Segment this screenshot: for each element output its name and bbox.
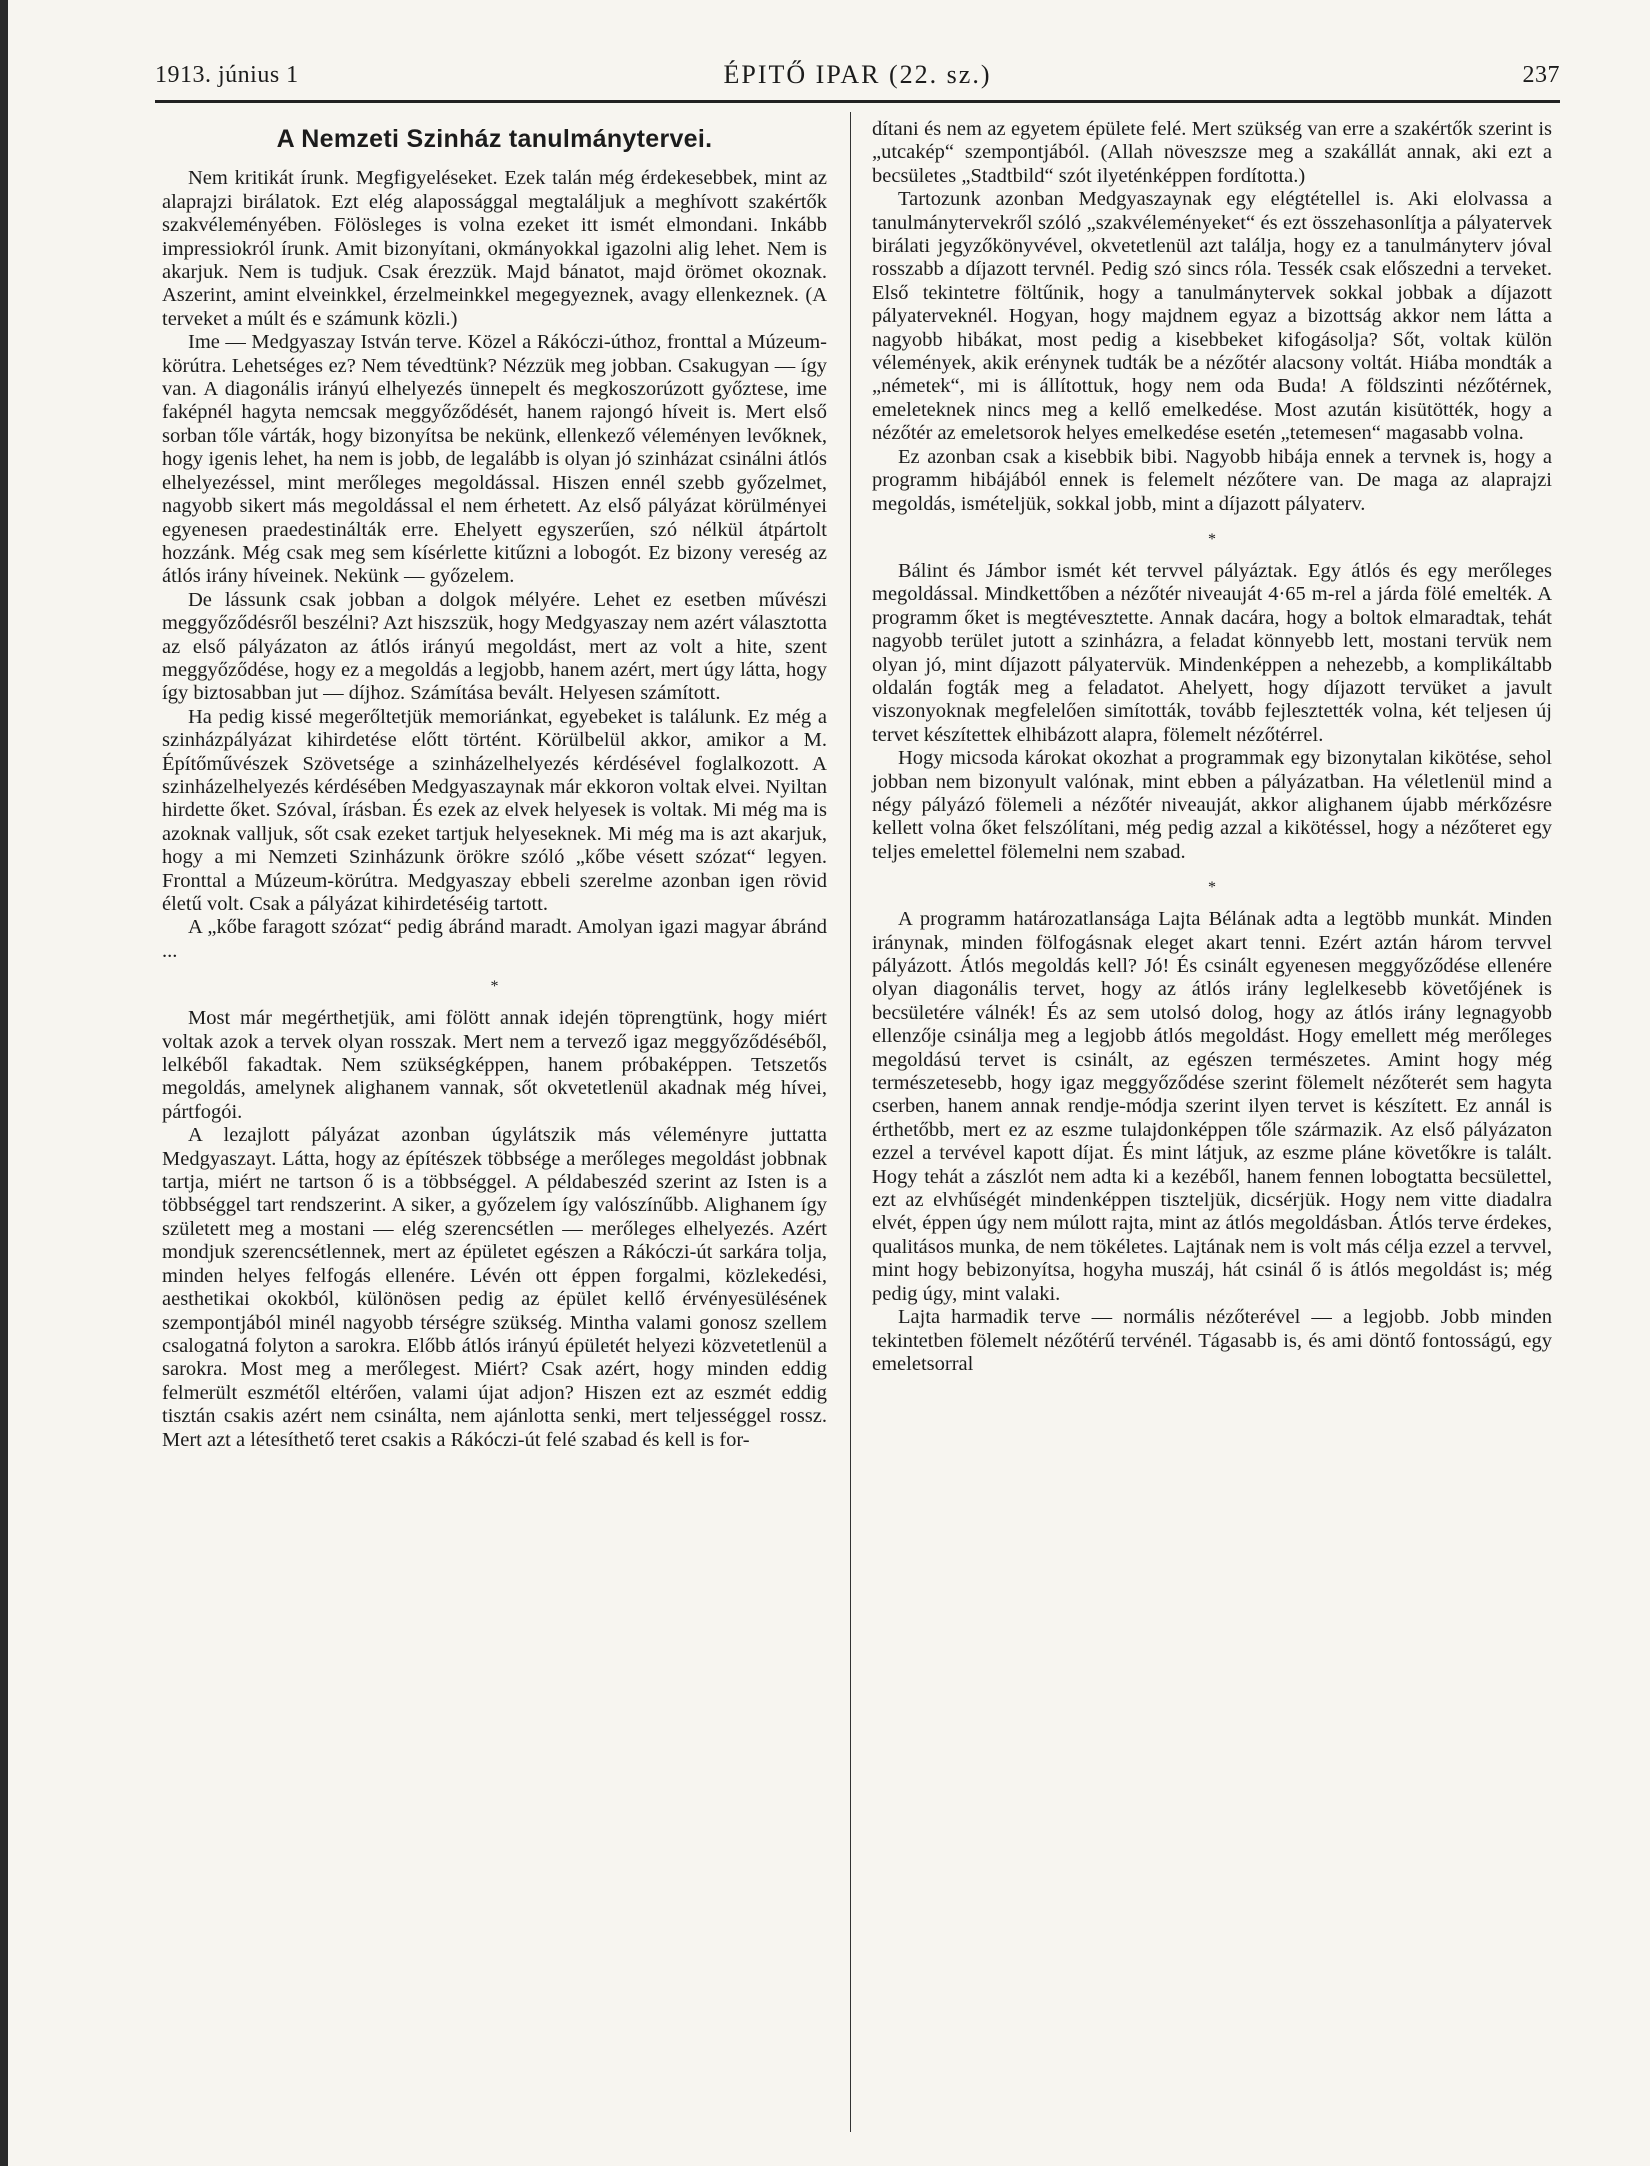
paragraph: Nem kritikát írunk. Megfigyeléseket. Ezek talán még érdekesebbek, mint az alaprajzi birálatok. Ezt elég alapossággal megtaláljuk a meghívott szakértők szakvéleményében. Fölösleges is volna ezeket itt ismét elmondani. Inkább impressiokról írunk. Amit bizonyítani, okmányokkal igazolni alig lehet. Nem is akarjuk. Nem is tudjuk. Csak érezzük. Majd bánatot, majd örömet okoznak. Aszerint, amint elveinkkel, érzelmeinkkel megegyeznek, avagy ellenkeznek. (A terveket a múlt és e számunk közli.) bbox=[162, 167, 827, 330]
running-header bbox=[155, 52, 1560, 100]
paragraph: A lezajlott pályázat azonban úgylátszik más véleményre juttatta Medgyaszayt. Látta, hogy az építészek többsége a merőleges megoldást jobbnak tartja, miért ne tartson ő is a többséggel. A példabeszéd szerint az Isten is a többséggel tart rendszerint. A siker, a győzelem így valószínűbb. Alighanem így született meg a mostani — elég szerencsétlen — merőleges elhelyezés. Azért mondjuk szerencsétlennek, mert az épületet egészen a Rákóczi-út sarkára tolja, minden helyes felfogás ellenére. Lévén ott éppen forgalmi, közlekedési, aesthetikai okokból, különösen pedig az épület kellő érvényesülésének szempontjából minél nagyobb térségre szükség. Mintha valami gonosz szellem csalogatná folyton a sarokra. Előbb átlós irányú épületét helyezi közvetetlenül a sarokra. Most meg a merőlegest. Miért? Csak azért, hogy minden eddig felmerült eszmétől eltérően, valami újat adjon? Hiszen ezt az eszmét eddig tisztán csakis azért nem csinálta, nem ajánlotta senki, mert teljességgel rossz. Mert azt a létesíthető teret csakis a Rákóczi-út felé szabad és kell is for- bbox=[162, 1124, 827, 1451]
section-separator: * bbox=[1208, 530, 1216, 548]
article-title: A Nemzeti Szinház tanulmánytervei. bbox=[276, 125, 713, 153]
header-rule bbox=[155, 100, 1560, 103]
column-divider bbox=[850, 112, 851, 2132]
section-separator: * bbox=[490, 978, 499, 996]
paragraph: Lajta harmadik terve — normális nézőterével — a legjobb. Jobb minden tekintetben fölemelt nézőtérű tervénél. Tágasabb is, és ami döntő fontosságú, egy emeletsorral bbox=[872, 1306, 1552, 1375]
paragraph: Ez azonban csak a kisebbik bibi. Nagyobb hibája ennek a tervnek is, hogy a programm hibájából ennek is felemelt nézőtere van. De maga az alaprajzi megoldás, ismételjük, sokkal jobb, mint a díjazott pályaterv. bbox=[872, 445, 1552, 515]
paragraph: dítani és nem az egyetem épülete felé. Mert szükség van erre a szakértők szerint is „utcakép“ szempontjából. (Allah növeszsze meg a szakállát annak, aki ezt a becsületes „Stadtbild“ szót ilyeténképpen fordította.) bbox=[872, 118, 1552, 187]
paragraph: Bálint és Jámbor ismét két tervvel pályáztak. Egy átlós és egy merőleges megoldással. Mindkettőben a nézőtér niveauját 4·65 m-rel a járda fölé emelték. A programm őket is megtévesztette. Annak dacára, hogy a boltok elmaradtak, tehát nagyobb terület jutott a szinházra, a feladat könnyebb lett, mostani tervük nem olyan jó, mint díjazott pályatervük. Mindenképpen a nehezebb, a komplikáltabb oldalán fogták meg a feladatot. Ahelyett, hogy díjazott tervüket a javult viszonyoknak megfelelően simították, tovább fejlesztették volna, két teljesen új tervet készítettek elhibázott alapra, fölemelt nézőtérrel. bbox=[872, 559, 1552, 746]
left-column bbox=[162, 118, 827, 1452]
paragraph: Ha pedig kissé megerőltetjük memoriánkat, egyebeket is találunk. Ez még a szinházpályázat kihirdetése előtt történt. Körülbelül akkor, amikor a M. Építőművészek Szövetsége a szinházelhelyezés kérdésével foglalkozott. A szinházelhelyezés kérdésében Medgyaszaynak már ekkoron voltak elvei. Nyiltan hirdette őket. Szóval, írásban. És ezek az elvek helyesek is voltak. Mi még ma is azoknak valljuk, sőt csak ezeket tartjuk helyeseknek. Mi még ma is azt akarjuk, hogy a mi Nemzeti Szinházunk örökre szóló „kőbe vésett szózat“ legyen. Fronttal a Múzeum-körútra. Medgyaszay ebbeli szerelme azonban igen rövid életű volt. Csak a pályázat kihirdetéséig tartott. bbox=[162, 705, 827, 915]
paragraph: Most már megérthetjük, ami fölött annak idején töprengtünk, hogy miért voltak azok a tervek olyan rosszak. Mert nem a tervező igaz meggyőződéséből, lelkéből fakadtak. Nem szükségképpen, hanem próbaképpen. Tetszetős megoldás, amelynek alighanem vannak, sőt okvetetlenül akadnak még hívei, pártfogói. bbox=[162, 1007, 827, 1123]
paragraph: Hogy micsoda károkat okozhat a programmak egy bizonytalan kikötése, sehol jobban nem bizonyult valónak, mint ebben a pályázatban. Ha véletlenül mind a négy pályázó fölemeli a nézőtér niveauját, akkor alighanem újabb mérkőzésre kellett volna őket felszólítani, még pedig azzal a kikötéssel, hogy a nézőteret egy teljes emelettel fölemelni nem szabad. bbox=[872, 747, 1552, 863]
paragraph: A programm határozatlansága Lajta Bélának adta a legtöbb munkát. Minden iránynak, minden fölfogásnak eleget akart tenni. Ezért aztán három tervvel pályázott. Átlós megoldás kell? Jó! És csinált egyenesen meggyőződése ellenére olyan diagonális tervet, hogy az átlós irány leglelkesebb követőjének is becsületére válnék! És az sem utolsó dolog, hogy az átlós irány legnagyobb ellenzője csinálja meg a legjobb átlós megoldást. Hogy emellett még merőleges megoldású tervet is csinált, az egészen természetes. Amint hogy még természetesebb, hogy igaz meggyőződése szerint fölemelt nézőterét sem hagyta cserben, hanem annak rendje-módja szerint ilyen tervet is készített. Ez annál is érthetőbb, mert ez az eszme tulajdonképpen tőle származik. Az első pályázaton ezzel a tervével kapott díjat. És mint látjuk, az eszme pláne követőkre is talált. Hogy tehát a zászlót nem adta ki a kezéből, hanem fennen lobogtatta becsülettel, ezt az elvhűségét mindenképpen tiszteljük, dicsérjük. Hogy nem vitte diadalra elvét, éppen úgy nem múlott rajta, mint az átlós megoldásban. Átlós terve érdekes, qualitásos munka, de nem tökéletes. Lajtának nem is volt más célja ezzel a tervvel, mint hogy bebizonyítsa, hogyha muszáj, hát csinál ő is átlós megoldást is; még pedig úgy, mint valaki. bbox=[872, 908, 1552, 1305]
paragraph: De lássunk csak jobban a dolgok mélyére. Lehet ez esetben művészi meggyőződésről beszélni? Azt hiszszük, hogy Medgyaszay nem azért választotta az első pályázaton az átlós irányú megoldást, mert az volt a hite, szent meggyőződése, hogy ez a megoldás a legjobb, hanem azért, mert úgy látta, hogy így biztosabban jut — díjhoz. Számítása bevált. Helyesen számított. bbox=[162, 588, 827, 705]
page-number: 237 bbox=[1522, 62, 1560, 88]
issue-date: 1913. június 1 bbox=[155, 62, 299, 88]
paragraph: Ime — Medgyaszay István terve. Közel a Rákóczi-úthoz, fronttal a Múzeum-körútra. Lehetséges ez? Nem tévedtünk? Nézzük meg jobban. Csakugyan — így van. A diagonális irányú elhelyezés ünnepelt és megkoszorúzott győztese, ime faképnél hagyta nemcsak meggyőződését, hanem rajongó híveit is. Mert első sorban tőle várták, hogy bizonyítsa be nekünk, ellenkező véleményen levőknek, hogy igenis lehet, ha nem is jobb, de legalább is olyan jó szinházat csinálni átlós elhelyezéssel, mint merőleges megoldással. Hiszen ennél szebb győzelmet, nagyobb sikert más megoldással el nem érhetett. Az első pályázat körülményei egyenesen praedestinálták erre. Ehelyett egyszerűen, szó nélkül átpártolt hozzánk. Még csak meg sem kísérlette kitűzni a lobogót. Ez bizony vereség az átlós irány híveinek. Nekünk — győzelem. bbox=[162, 331, 827, 588]
right-column bbox=[872, 118, 1552, 1376]
paragraph: A „kőbe faragott szózat“ pedig ábránd maradt. Amolyan igazi magyar ábránd ... bbox=[162, 916, 827, 962]
paragraph: Tartozunk azonban Medgyaszaynak egy elégtétellel is. Aki elolvassa a tanulmánytervekről szóló „szakvéleményeket“ és ezt összehasonlítja a pályatervek birálati jegyzőkönyvével, okvetetlenül azt találja, hogy ez a tanulmányterv jóval rosszabb a díjazott tervnél. Pedig szó sincs róla. Tessék csak előszedni a terveket. Első tekintetre föltűnik, hogy a tanulmánytervek sokkal jobbak a díjazott pályaterveknél. Hogyan, hogy majdnem egyaz a bizottság akkor nem látta a nagyobb hibákat, most pedig a kisebbeket kifogásolja? Sőt, voltak külön vélemények, akik erénynek tudták be a nézőtér alacsony voltát. Hiába mondták a „németek“, mi is állítottuk, hogy nem oda Buda! A földszinti nézőtérnek, emeleteknek nincs meg a kellő emelkedése. Most azután kisütötték, hogy a nézőtér az emeletsorok helyes emelkedése esetén „tetemesen“ magasabb volna. bbox=[872, 188, 1552, 445]
page-edge bbox=[0, 0, 8, 2166]
section-separator: * bbox=[1208, 879, 1216, 897]
journal-title: ÉPITŐ IPAR (22. sz.) bbox=[723, 60, 992, 89]
